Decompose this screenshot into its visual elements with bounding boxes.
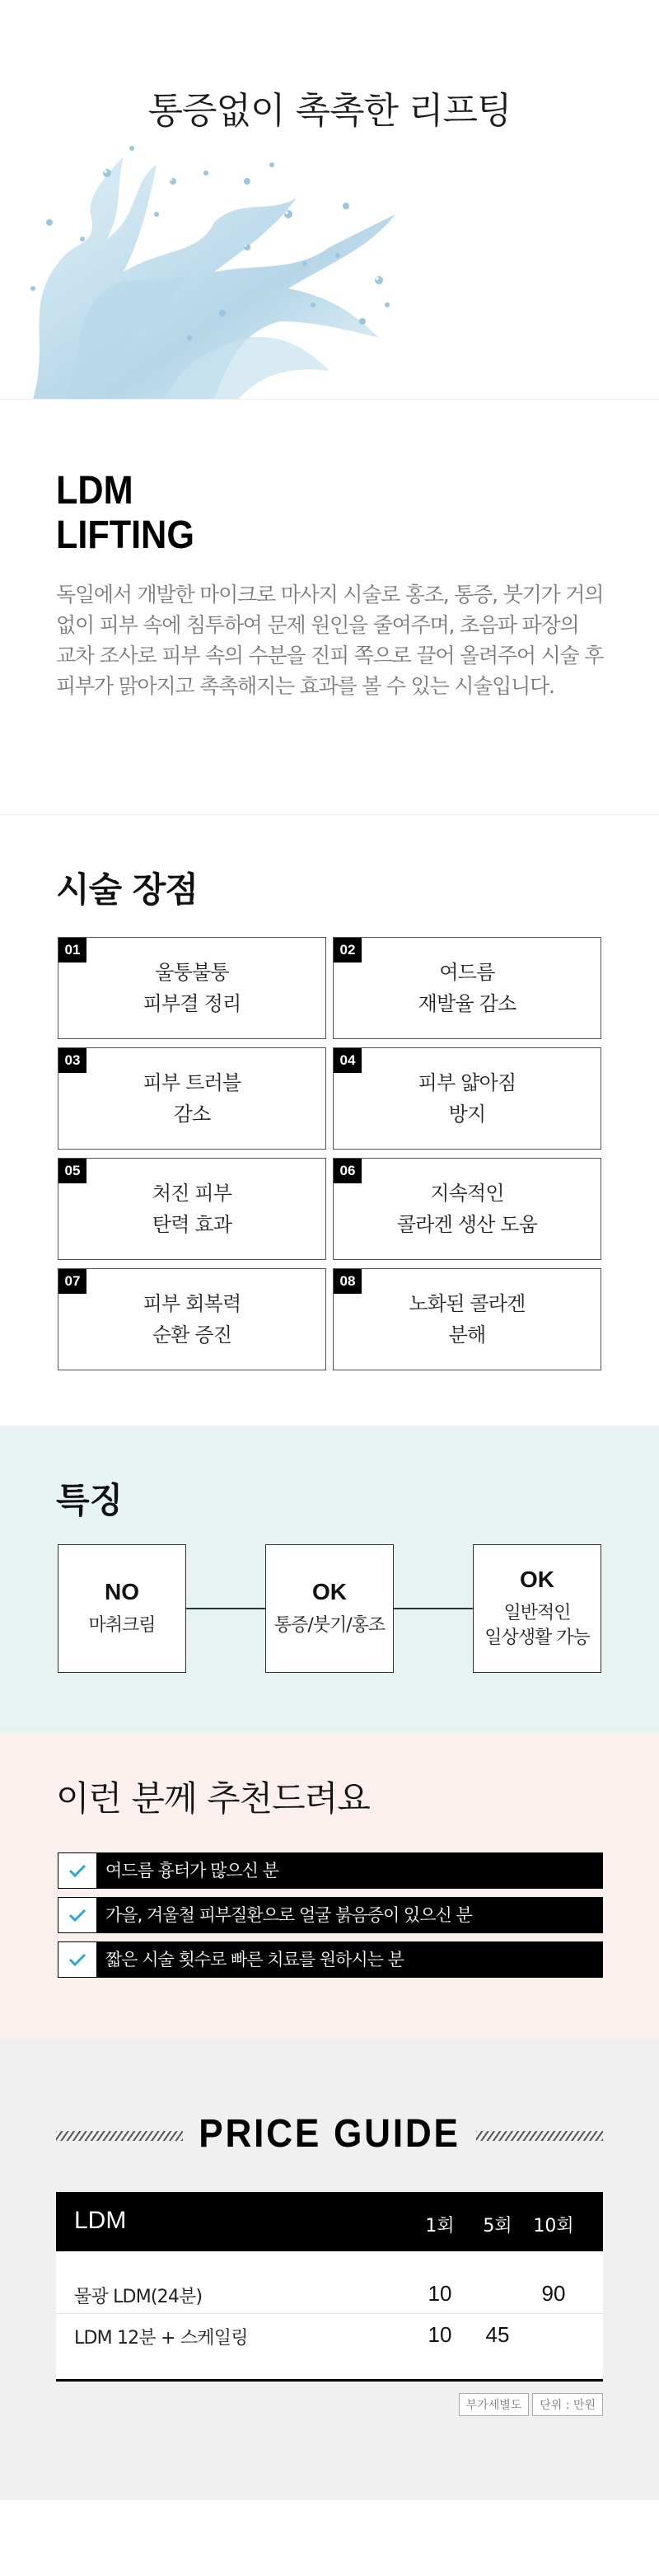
advantage-card	[58, 937, 326, 1039]
advantage-line1: 처진 피부	[152, 1182, 232, 1205]
advantage-card	[333, 1158, 601, 1260]
advantage-number: 01	[58, 938, 86, 962]
advantage-line1: 여드름	[439, 961, 495, 984]
intro-title	[56, 469, 194, 558]
advantage-number: 06	[334, 1159, 362, 1183]
advantage-card	[58, 1158, 326, 1260]
feature-line1: 통증/붓기/홍조	[273, 1615, 386, 1636]
advantage-line1: 피부 회복력	[143, 1292, 241, 1315]
feature-box	[473, 1544, 601, 1673]
price-section	[0, 2039, 659, 2500]
feature-box	[58, 1544, 186, 1673]
intro-section	[0, 399, 659, 814]
price-row	[56, 2273, 603, 2314]
recommend-title: 이런 분께 추천드려요	[56, 1778, 370, 1819]
feature-code: OK	[312, 1579, 347, 1604]
advantage-line2: 감소	[173, 1103, 211, 1126]
price-title: PRICE GUIDE	[199, 2112, 460, 2156]
advantage-line2: 방지	[448, 1103, 486, 1126]
price-row-name: 물광 LDM(24분)	[74, 2287, 203, 2307]
intro-title-line1: LDM	[56, 469, 133, 513]
vat-note: 부가세별도	[459, 2393, 530, 2416]
feature-box	[265, 1544, 394, 1673]
check-icon	[58, 1852, 97, 1889]
intro-description: 독일에서 개발한 마이크로 마사지 시술로 홍조, 통증, 붓기가 거의 없이 피부 속에 침투하여 문제 원인을 줄여주며, 초음파 파장의 교차 조사로 피부 속의 수분을 진피 쪽으로 끌어 올려주어 시술 후 피부가 맑아지고 촉촉해지는 효과를 볼 수 있는 시술입니다.	[56, 583, 604, 698]
price-notes	[459, 2393, 603, 2416]
advantages-title: 시술 장점	[56, 869, 198, 910]
feature-code: NO	[105, 1579, 139, 1604]
hero-section	[0, 0, 659, 399]
advantage-number: 04	[334, 1048, 362, 1073]
recommend-item	[58, 1941, 603, 1978]
feature-line1: 마취크림	[88, 1615, 156, 1636]
recommend-item-label: 가을, 겨울철 피부질환으로 얼굴 붉음증이 있으신 분	[97, 1897, 603, 1933]
advantage-card	[58, 1047, 326, 1150]
hero-title: 통증없이 촉촉한 리프팅	[147, 90, 512, 132]
price-column-header: 1회	[425, 2216, 455, 2236]
advantages-section	[0, 814, 659, 1426]
recommend-section	[0, 1732, 659, 2039]
advantage-line1: 지속적인	[430, 1182, 504, 1205]
feature-code: OK	[520, 1567, 554, 1592]
price-table-name: LDM	[74, 2207, 127, 2234]
advantage-line1: 울퉁불퉁	[155, 961, 229, 984]
recommend-item	[58, 1852, 603, 1889]
water-splash-image	[0, 124, 412, 399]
advantage-line2: 피부결 정리	[143, 992, 241, 1015]
check-icon	[58, 1941, 97, 1978]
price-table-header	[56, 2192, 603, 2251]
price-value: 10	[428, 2322, 452, 2347]
features-title: 특징	[56, 1480, 124, 1520]
price-value: 90	[541, 2281, 566, 2306]
advantage-number: 03	[58, 1048, 86, 1073]
advantage-line2: 분해	[448, 1323, 486, 1347]
intro-title-line2: LIFTING	[56, 513, 194, 557]
check-icon	[58, 1897, 97, 1933]
advantage-number: 02	[334, 938, 362, 962]
advantage-line1: 노화된 콜라겐	[409, 1292, 526, 1315]
recommend-item-label: 짧은 시술 횟수로 빠른 치료를 원하시는 분	[97, 1941, 603, 1978]
features-section	[0, 1426, 659, 1732]
advantage-line2: 순환 증진	[152, 1323, 232, 1347]
price-value: 45	[485, 2322, 510, 2347]
price-title-wrap	[56, 2111, 603, 2161]
advantage-card	[58, 1268, 326, 1370]
advantage-card	[333, 937, 601, 1039]
price-row-name: LDM 12분 + 스케일링	[74, 2328, 248, 2349]
recommend-item	[58, 1897, 603, 1933]
price-table-body	[56, 2251, 603, 2382]
advantage-number: 05	[58, 1159, 86, 1183]
price-column-header: 5회	[483, 2216, 512, 2236]
price-row	[56, 2314, 603, 2355]
price-table	[56, 2192, 603, 2382]
advantage-card	[333, 1047, 601, 1150]
advantage-line2: 탄력 효과	[152, 1213, 232, 1236]
recommend-item-label: 여드름 흉터가 많으신 분	[97, 1852, 603, 1889]
price-column-header: 10회	[533, 2216, 574, 2236]
advantage-line2: 콜라겐 생산 도움	[396, 1213, 538, 1236]
advantage-line2: 재발율 감소	[418, 992, 516, 1015]
advantage-number: 07	[58, 1269, 86, 1294]
unit-note: 단위 : 만원	[532, 2393, 603, 2416]
feature-line1: 일반적인	[503, 1603, 571, 1623]
advantage-line1: 피부 얇아짐	[418, 1071, 516, 1094]
feature-line2: 일상생활 가능	[484, 1628, 590, 1648]
advantage-line1: 피부 트러블	[143, 1071, 241, 1094]
advantage-number: 08	[334, 1269, 362, 1294]
advantage-card	[333, 1268, 601, 1370]
price-value: 10	[428, 2281, 452, 2306]
